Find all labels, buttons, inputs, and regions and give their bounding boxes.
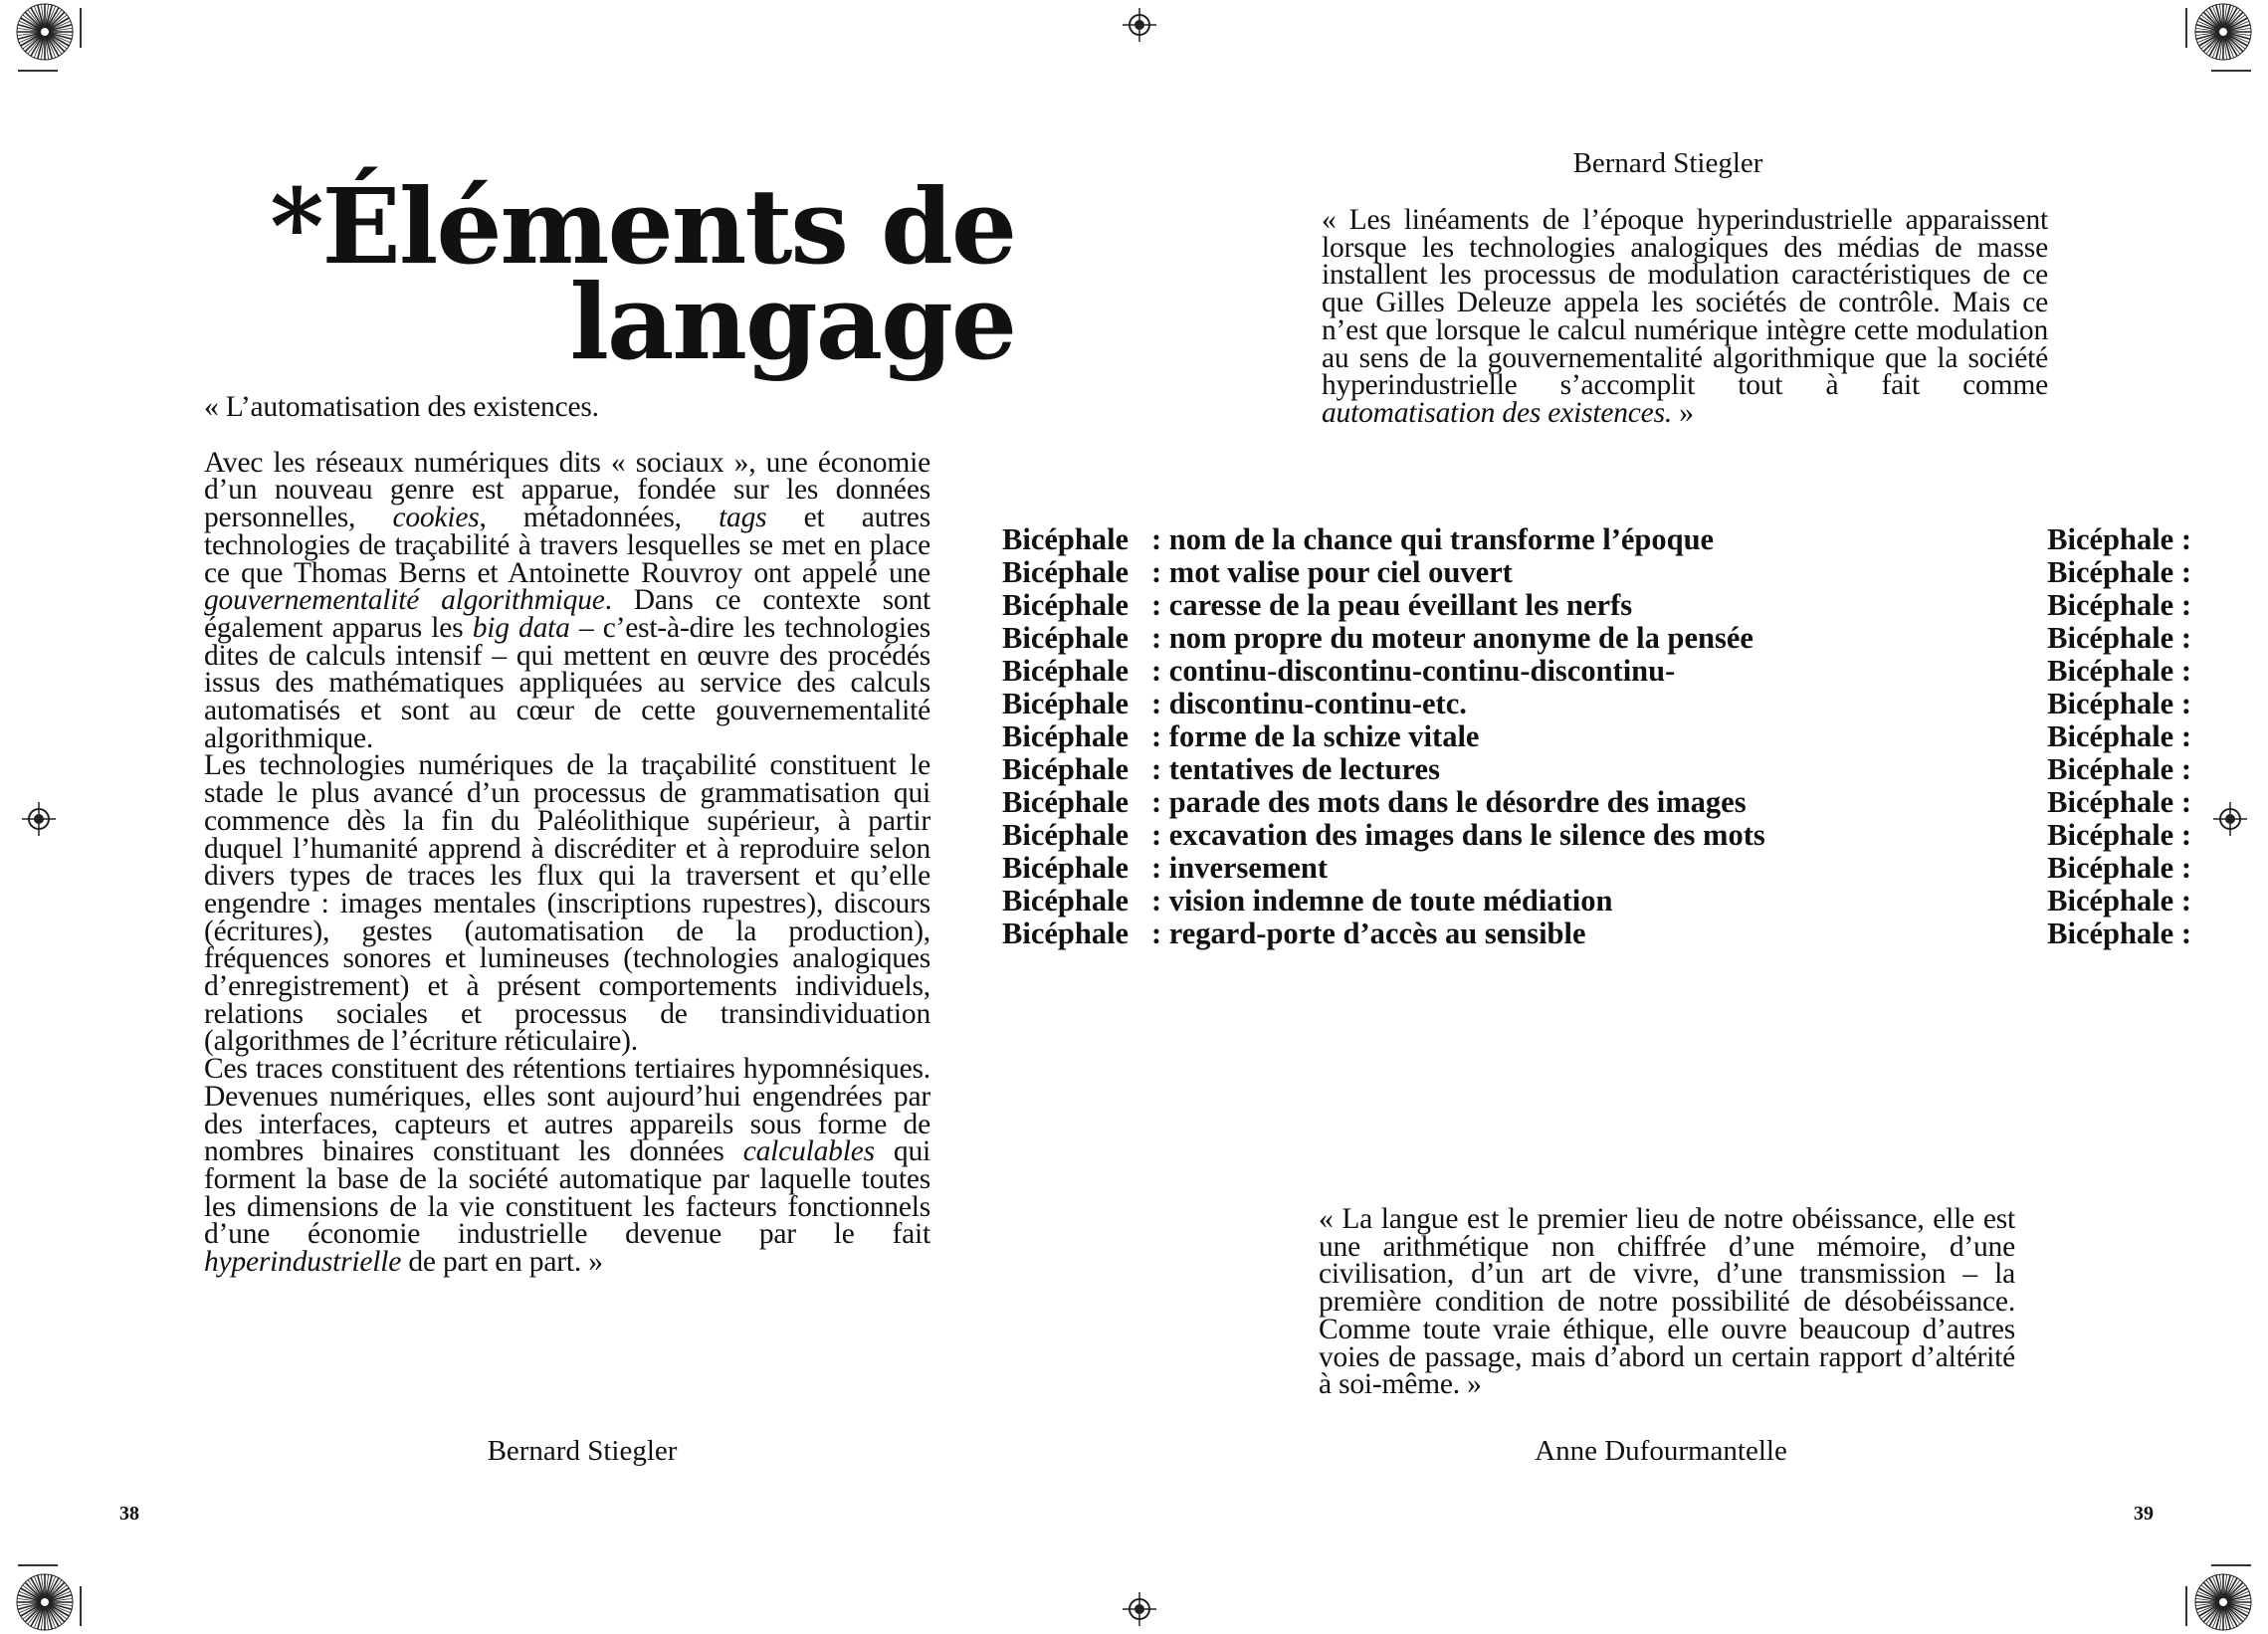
bicephale-left-label: Bicéphale bbox=[1002, 785, 1130, 819]
text-run: qui forment la base de la société automatique par laquelle toutes les dimensions de la vie constituent les facteurs fonctionnels d’une économie industrielle devenue par le fait bbox=[204, 1135, 930, 1251]
bicephale-definition: : vision indemne de toute médiation bbox=[1151, 884, 1613, 918]
text-run: – c’est-à-dire les technologies dites de calculs intensif – qui mettent en œuvre des procédés issus des mathématiques appliquées au service des calculs automatisés et sont au cœur de cette gouvernementalité algorithmique. bbox=[204, 611, 931, 754]
title-line-2: langage bbox=[569, 261, 1015, 383]
paragraph-1 bbox=[204, 446, 931, 754]
bicephale-right-label: Bicéphale : bbox=[2047, 917, 2191, 950]
bicephale-definition: : discontinu-continu-etc. bbox=[1151, 687, 1467, 720]
bicephale-definition: : inversement bbox=[1151, 851, 1329, 885]
bicephale-definition: : continu-discontinu-continu-discontinu- bbox=[1151, 654, 1676, 688]
bicephale-right-label: Bicéphale : bbox=[2047, 818, 2191, 852]
bicephale-right-label: Bicéphale : bbox=[2047, 851, 2191, 885]
text-run: Ces traces constituent des rétentions tertiaires hypomnésiques. Devenues numériques, elles sont aujourd’hui engendrées par des interfaces, capteurs et autres appareils sous forme de nombres binaires constituant les données bbox=[204, 1053, 930, 1168]
italic-run: big data bbox=[472, 611, 570, 644]
bicephale-right-label: Bicéphale : bbox=[2047, 687, 2191, 720]
bicephale-definition: : excavation des images dans le silence des mots bbox=[1151, 818, 1765, 852]
text-run: Les technologies numériques de la traçabilité constituent le stade le plus avancé d’un processus de grammatisation qui commence dès la fin du Paléolithique supérieur, à partir duquel l’humanité apprend à discréditer et à reproduire selon divers types de traces les flux qui la traversent et qu’elle engendre : images mentales (inscriptions rupestres), discours (écritures), gestes (automatisation de la production), fréquences sonores et lumineuses (technologies analogiques d’enregistrement) et à présent comportements individuels, relations sociales et processus de transindividuation (algorithmes de l’écriture réticulaire). bbox=[204, 749, 930, 1058]
page-number-right: 39 bbox=[2134, 1503, 2154, 1525]
bicephale-left-label: Bicéphale bbox=[1002, 719, 1130, 753]
bicephale-row bbox=[1002, 523, 2191, 556]
bicephale-row bbox=[1002, 852, 2191, 885]
paragraph-3 bbox=[204, 1053, 930, 1279]
bicephale-left-label: Bicéphale bbox=[1002, 818, 1130, 852]
bicephale-left-label: Bicéphale bbox=[1002, 654, 1130, 688]
text-run: de part en part. » bbox=[401, 1246, 603, 1279]
bicephale-row bbox=[1002, 819, 2191, 852]
bicephale-left-label: Bicéphale bbox=[1002, 851, 1130, 885]
bicephale-definition: : tentatives de lectures bbox=[1151, 752, 1440, 786]
bicephale-definition: : parade des mots dans le désordre des images bbox=[1151, 785, 1747, 819]
title-line-1: *Éléments de bbox=[270, 165, 1015, 288]
bicephale-right-label: Bicéphale : bbox=[2047, 884, 2191, 918]
bicephale-left-label: Bicéphale bbox=[1002, 555, 1130, 589]
bicephale-right-label: Bicéphale : bbox=[2047, 555, 2191, 589]
bicephale-left-label: Bicéphale bbox=[1002, 884, 1130, 918]
left-quote-body bbox=[204, 391, 931, 1279]
bicephale-left-label: Bicéphale bbox=[1002, 621, 1130, 655]
text-run: . Dans ce contexte sont également apparus les bbox=[204, 584, 930, 644]
bicephale-right-label: Bicéphale : bbox=[2047, 752, 2191, 786]
text-run: » bbox=[1672, 396, 1694, 429]
italic-run: calculables bbox=[742, 1135, 875, 1168]
italic-run: automatisation des existences. bbox=[1322, 396, 1673, 429]
top-quote-text bbox=[1322, 204, 2048, 429]
bicephale-row bbox=[1002, 918, 2191, 950]
bicephale-definition: : forme de la schize vitale bbox=[1151, 719, 1480, 753]
italic-run: tags bbox=[719, 502, 767, 534]
bicephale-left-label: Bicéphale bbox=[1002, 752, 1130, 786]
text-run: « Les linéaments de l’époque hyperindustrielle apparaissent lorsque les technologies analogiques des médias de masse installent les processus de modulation caractéristiques de ce que Gilles Deleuze appela les sociétés de contrôle. Mais ce n’est que lorsque le calcul numérique intègre cette modulation au sens de la gouvernementalité algorithmique que la société hyperindustrielle s’accomplit tout à fait comme bbox=[1322, 204, 2048, 402]
italic-run: hyperindustrielle bbox=[204, 1246, 402, 1279]
bicephale-right-label: Bicéphale : bbox=[2047, 719, 2191, 753]
page-title bbox=[239, 165, 1015, 383]
top-quote bbox=[1322, 204, 2048, 429]
bottom-quote bbox=[1319, 1203, 2015, 1401]
bicephale-left-label: Bicéphale bbox=[1002, 917, 1130, 950]
quote-opening: « L’automatisation des existences. bbox=[204, 391, 599, 423]
bicephale-right-label: Bicéphale : bbox=[2047, 654, 2191, 688]
bicephale-right-label: Bicéphale : bbox=[2047, 785, 2191, 819]
italic-run: gouvernementalité algorithmique bbox=[204, 584, 605, 617]
bicephale-row bbox=[1002, 720, 2191, 753]
bicephale-right-label: Bicéphale : bbox=[2047, 522, 2191, 556]
bicephale-definition: : caresse de la peau éveillant les nerfs bbox=[1151, 588, 1633, 622]
bicephale-definition: : nom de la chance qui transforme l’époque bbox=[1151, 522, 1715, 556]
bicephale-definition: : mot valise pour ciel ouvert bbox=[1151, 555, 1513, 589]
bicephale-row bbox=[1002, 556, 2191, 589]
bicephale-row bbox=[1002, 589, 2191, 622]
bicephale-row bbox=[1002, 688, 2191, 720]
bicephale-left-label: Bicéphale bbox=[1002, 522, 1130, 556]
signature-bottom: Anne Dufourmantelle bbox=[1535, 1435, 1787, 1467]
author-top: Bernard Stiegler bbox=[1572, 147, 1763, 179]
bicephale-right-label: Bicéphale : bbox=[2047, 588, 2191, 622]
bicephale-row bbox=[1002, 885, 2191, 918]
text-run: , métadonnées, bbox=[479, 502, 720, 534]
bicephale-row bbox=[1002, 655, 2191, 688]
signature-left: Bernard Stiegler bbox=[487, 1435, 678, 1467]
bicephale-right-label: Bicéphale : bbox=[2047, 621, 2191, 655]
bicephale-definitions bbox=[1002, 523, 2191, 950]
bicephale-row bbox=[1002, 786, 2191, 819]
text-run: et autres technologies de traçabilité à travers lesquelles se met en place ce que Thomas Berns et Antoinette Rouvroy ont appelé une bbox=[204, 502, 930, 589]
bottom-quote-text: « La langue est le premier lieu de notre obéissance, elle est une arithmétique non chiffrée d’une mémoire, d’une civilisation, d’un art de vivre, d’une transmission – la première condition de notre possibilité de désobéissance. Comme toute vraie éthique, elle ouvre beaucoup d’autres voies de passage, mais d’abord un certain rapport d’altérité à soi-même. » bbox=[1319, 1203, 2015, 1401]
paragraph-2 bbox=[204, 749, 930, 1058]
page-number-left: 38 bbox=[119, 1503, 139, 1525]
bicephale-row bbox=[1002, 622, 2191, 655]
bicephale-left-label: Bicéphale bbox=[1002, 588, 1130, 622]
bicephale-definition: : regard-porte d’accès au sensible bbox=[1151, 917, 1586, 950]
bicephale-row bbox=[1002, 753, 2191, 786]
text-run: Avec les réseaux numériques dits « sociaux », une économie d’un nouveau genre est apparue, fondée sur les données personnelles, bbox=[204, 446, 930, 534]
italic-run: cookies bbox=[392, 502, 480, 534]
bicephale-definition: : nom propre du moteur anonyme de la pensée bbox=[1151, 621, 1753, 655]
bicephale-left-label: Bicéphale bbox=[1002, 687, 1130, 720]
